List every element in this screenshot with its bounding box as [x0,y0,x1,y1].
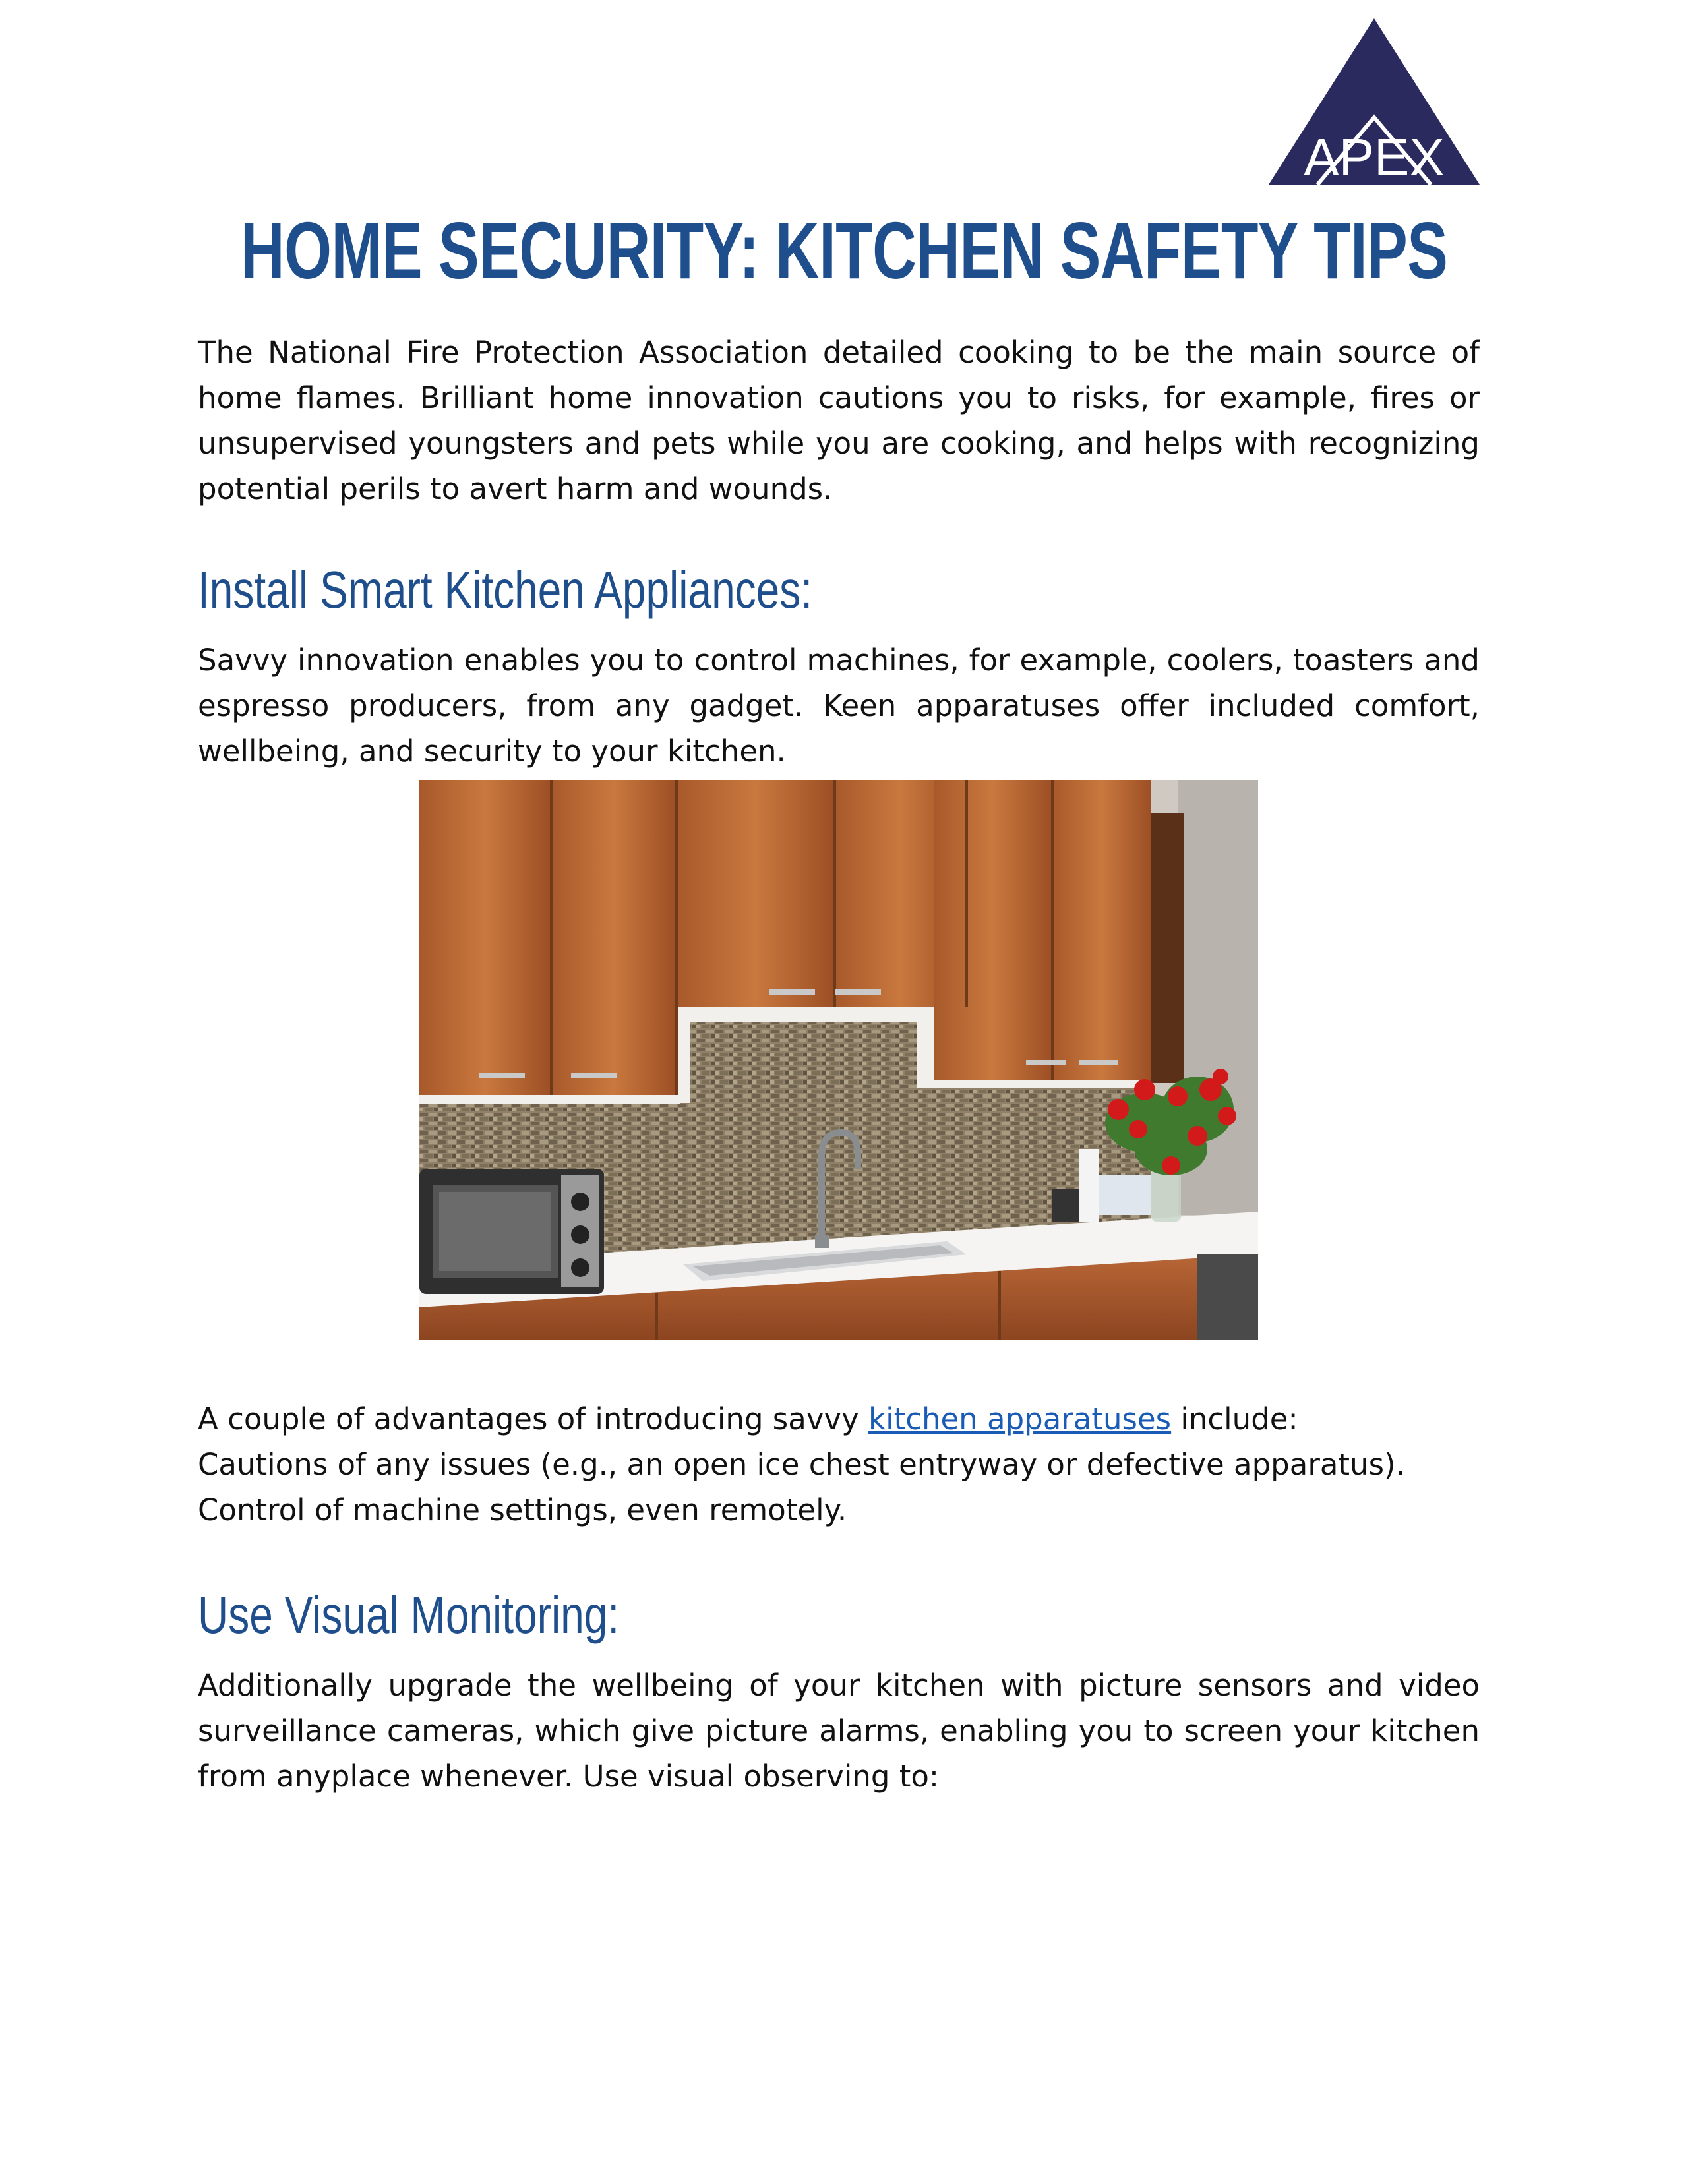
visual-monitoring-paragraph: Additionally upgrade the wellbeing of your kitchen with picture sensors and video surveillance cameras, which give picture alarms, enabling you to screen your kitchen from anyplace whenever. Use visual observing to: [198,1668,1480,1794]
advantage-item: Cautions of any issues (e.g., an open ice chest entryway or defective apparatus). [198,1447,1405,1482]
smart-appliances-paragraph: Savvy innovation enables you to control machines, for example, coolers, toasters and espresso producers, from any gadget. Keen apparatuses offer included comfort, wellbeing, and security to your kitchen. [198,643,1480,769]
advantages-list [198,1396,1480,1533]
kitchen-apparatuses-link[interactable]: kitchen apparatuses [868,1402,1172,1436]
page-title: HOME SECURITY: KITCHEN SAFETY TIPS [240,206,1448,295]
intro-paragraph: The National Fire Protection Association detailed cooking to be the main source of home flames. Brilliant home innovation cautions you to risks, for example, fires or unsupervised youngsters and pets while you are cooking, and helps with recognizing potential perils to avert harm and wounds. [198,335,1480,506]
kitchen-photo [419,780,1258,1340]
advantages-intro [198,1396,1480,1442]
section-heading-smart-appliances: Install Smart Kitchen Appliances: [198,560,813,619]
advantages-intro-tail: include: [1171,1402,1298,1436]
advantages-intro-text: A couple of advantages of introducing savvy [198,1402,869,1436]
apex-logo [1269,18,1480,187]
logo-text: APEX [1304,128,1445,187]
advantage-item: Control of machine settings, even remotely. [198,1492,847,1527]
section-heading-visual-monitoring: Use Visual Monitoring: [198,1585,620,1644]
